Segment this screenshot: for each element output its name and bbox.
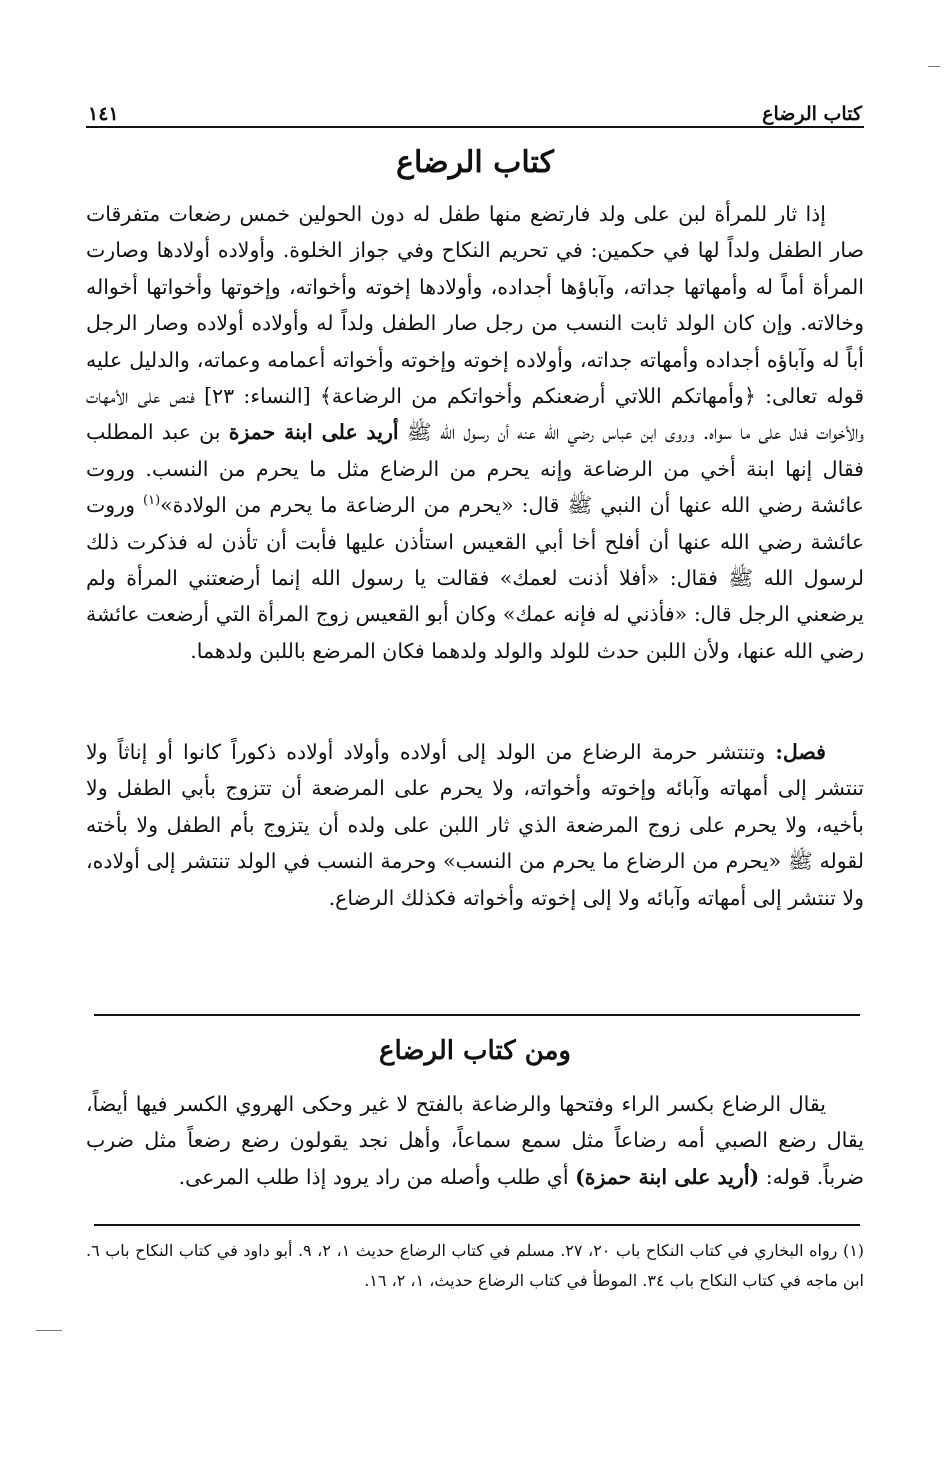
section-paragraph — [86, 1086, 864, 1195]
header-rule — [86, 126, 864, 128]
section-bold-phrase: (أريد على ابنة حمزة) — [575, 1164, 760, 1189]
main-text-cont: بن عبد المطلب فقال إنها ابنة أخي من الرضاعة وإنه يحرم من الرضاع مثل ما يحرم من النسب. وروت عائشة رضي الله عنها أن النبي ﷺ قال: «يحرم من الرضاعة ما يحرم من الولادة» — [86, 420, 864, 518]
main-paragraph — [86, 196, 864, 669]
fasl-paragraph — [86, 734, 864, 916]
main-text-end: وروت عائشة رضي الله عنها أن أفلح أخا أبي القعيس استأذن عليها فأبت أن تأذن له فذكرت ذلك لرسول الله ﷺ فقال: «أفلا أذنت لعمك» فقالت يا رسول الله إنما أرضعتني المرأة ولم يرضعني الرجل قال: «فأذني له فإنه عمك» وكان أبو القعيس زوج المرأة التي أرضعت عائشة رضي الله عنها، ولأن اللبن حدث للولد والولد ولدهما فكان المرضع باللبن ولدهما. — [86, 493, 864, 663]
fasl-text: وتنتشر حرمة الرضاع من الولد إلى أولاده وأولاد أولاده ذكوراً كانوا أو إناثاً ولا تنتشر إلى أمهاته وآبائه وإخوته وأخواته، ولا يحرم على المرضعة أن تتزوج بأبي الطفل ولا بأخيه، ولا يحرم على زوج المرضعة الذي ثار اللبن على ولده أن يتزوج بأم الطفل ولا بأخته لقوله ﷺ «يحرم من الرضاع ما يحرم من النسب» وحرمة النسب في الولد تنتشر إلى أولاده، ولا تنتشر إلى أمهاته وآبائه ولا إلى إخوته وأخواته فكذلك الرضاع. — [86, 740, 864, 910]
running-head — [88, 88, 862, 124]
footnote-rule — [94, 1224, 860, 1226]
scan-edge-mark — [928, 66, 940, 67]
section-title: ومن كتاب الرضاع — [378, 1036, 571, 1066]
footnotes — [86, 1236, 864, 1296]
section-text-end: أي طلب وأصله من راد يرود إذا طلب المرعى. — [178, 1164, 569, 1189]
footnote-mark: (١) — [842, 1241, 865, 1260]
footnote-text: رواه البخاري في كتاب النكاح باب ٢٠، ٢٧. مسلم في كتاب الرضاع حديث ١، ٢، ٩. أبو داود في كتاب النكاح باب ٦. ابن ماجه في كتاب النكاح باب ٣٤. الموطأ في كتاب الرضاع حديث، ١، ٢، ١٦. — [86, 1241, 864, 1290]
section-rule — [94, 1014, 860, 1016]
section-text: يقال الرضاع بكسر الراء وفتحها والرضاعة بالفتح لا غير وحكى الهروي الكسر فيها أيضاً، يقال رضع الصبي أمه رضاعاً مثل سمع سماعاً، وأهل نجد يقولون رضع رضعاً مثل ضرب ضرباً. قوله: — [86, 1092, 864, 1189]
chapter-title: كتاب الرضاع — [396, 145, 554, 180]
scan-edge-mark — [36, 1330, 62, 1331]
footnote-ref[interactable]: (١) — [143, 493, 161, 509]
bold-phrase: أريد على ابنة حمزة — [228, 420, 399, 445]
main-text: إذا ثار للمرأة لبن على ولد فارتضع منها طفل له دون الحولين خمس رضعات متفرقات صار الطفل ولداً لها في حكمين: في تحريم النكاح وفي جواز الخلوة. وأولاده أولادها وصارت المرأة أماً له وأمهاتها جداته، وآباؤها أجداده، وأولادها إخوته وأخواته، وإخوتها وأخواتها أخواله وخالاته. وإن كان الولد ثابت النسب من رجل صار الطفل ولداً له وأولاده أولاده وصار الرجل أباً له وآباؤه أجداده وأمهاته جداته، وأولاده إخوته وإخوته وأخواته أعمامه وعماته، والدليل عليه قوله تعالى: ﴿وأمهاتكم اللاتي أرضعنكم وأخواتكم من الرضاعة﴾ [النساء: ٢٣] فنص على الأمهات والأخوات فدل على ما سواه. وروى ابن عباس رضي الله عنه أن رسول الله ﷺ — [86, 202, 864, 445]
page-number: ١٤١ — [88, 103, 119, 125]
fasl-label: فصل: — [775, 740, 826, 764]
running-title: كتاب الرضاع — [762, 103, 862, 125]
